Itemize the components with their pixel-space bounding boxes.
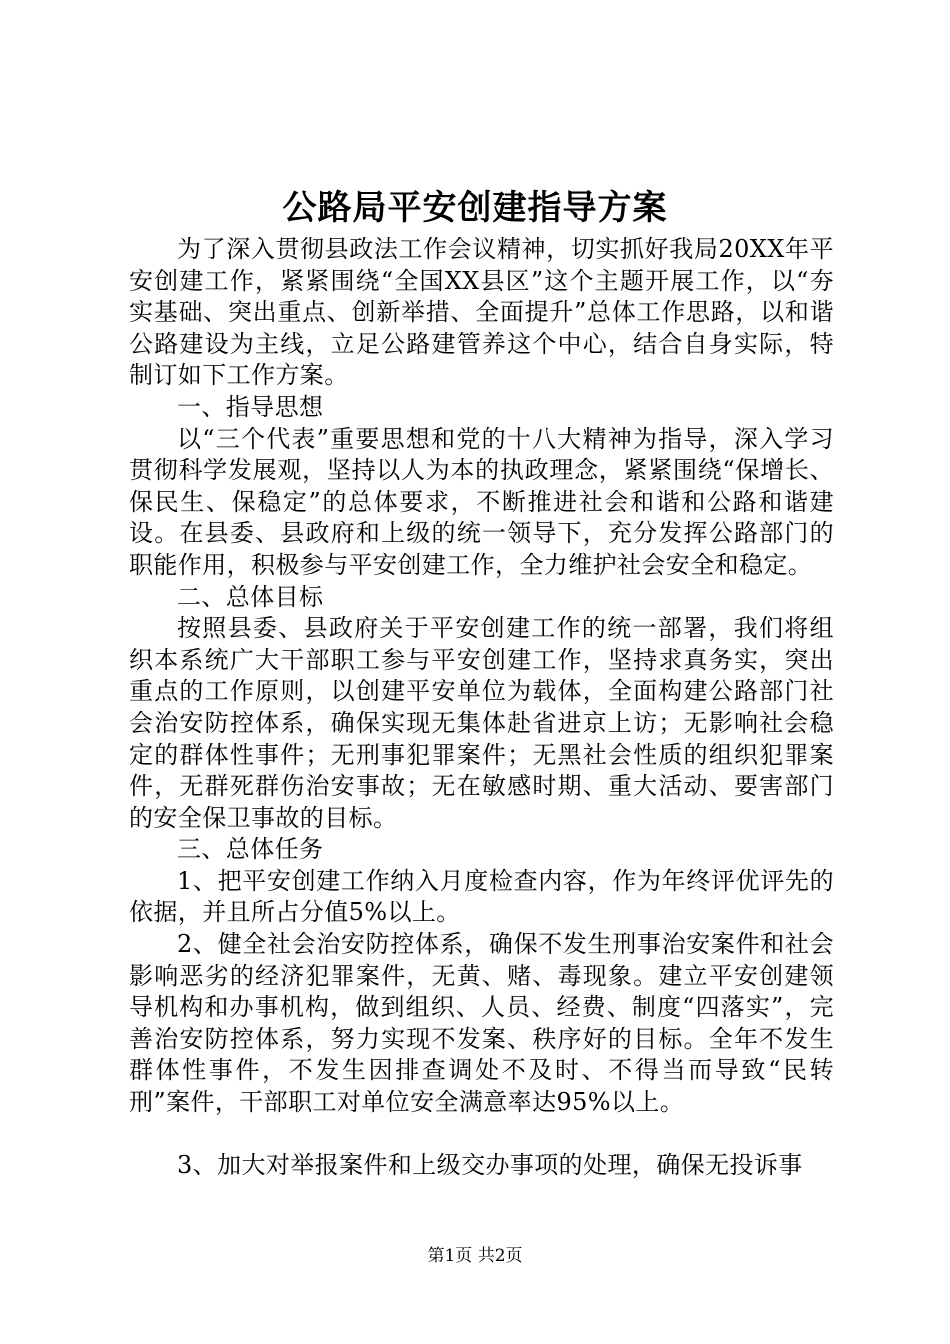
- section-heading-overall-tasks: 三、总体任务: [177, 835, 324, 864]
- document-title: 公路局平安创建指导方案: [282, 188, 668, 228]
- page-number-footer: 第1页 共2页: [427, 1246, 523, 1266]
- document-body: [129, 234, 834, 1182]
- overall-goal-paragraph: 按照县委、县政府关于平安创建工作的统一部署，我们将组织本系统广大干部职工参与平安创建工作，坚持求真务实，突出重点的工作原则，以创建平安单位为载体，全面构建公路部门社会治安防控体系，确保实现无集体赴省进京上访；无影响社会稳定的群体性事件；无刑事犯罪案件；无黑社会性质的组织犯罪案件，无群死群伤治安事故；无在敏感时期、重大活动、要害部门的安全保卫事故的目标。: [129, 614, 834, 832]
- section-heading-guiding-thought: 一、指导思想: [177, 392, 324, 421]
- task-item-2: 2、健全社会治安防控体系，确保不发生刑事治安案件和社会影响恶劣的经济犯罪案件，无黄、赌、毒现象。建立平安创建领导机构和办事机构，做到组织、人员、经费、制度“四落实”，完善治安防控体系，努力实现不发案、秩序好的目标。全年不发生群体性事件，不发生因排查调处不及时、不得当而导致“民转刑”案件，干部职工对单位安全满意率达95%以上。: [129, 930, 834, 1117]
- task-item-3: 3、加大对举报案件和上级交办事项的处理，确保无投诉事: [177, 1151, 803, 1180]
- guiding-thought-paragraph: 以“三个代表”重要思想和党的十八大精神为指导，深入学习贯彻科学发展观，坚持以人为本的执政理念，紧紧围绕“保增长、保民生、保稳定”的总体要求，不断推进社会和谐和公路和谐建设。在县委、县政府和上级的统一领导下，充分发挥公路部门的职能作用，积极参与平安创建工作，全力维护社会安全和稳定。: [129, 424, 834, 579]
- section-heading-overall-goal: 二、总体目标: [177, 582, 324, 611]
- intro-paragraph: 为了深入贯彻县政法工作会议精神，切实抓好我局20XX年平安创建工作，紧紧围绕“全国XX县区”这个主题开展工作，以“夯实基础、突出重点、创新举措、全面提升”总体工作思路，以和谐公路建设为主线，立足公路建管养这个中心，结合自身实际，特制订如下工作方案。: [129, 235, 834, 390]
- task-item-1: 1、把平安创建工作纳入月度检查内容，作为年终评优评先的依据，并且所占分值5%以上。: [129, 866, 834, 927]
